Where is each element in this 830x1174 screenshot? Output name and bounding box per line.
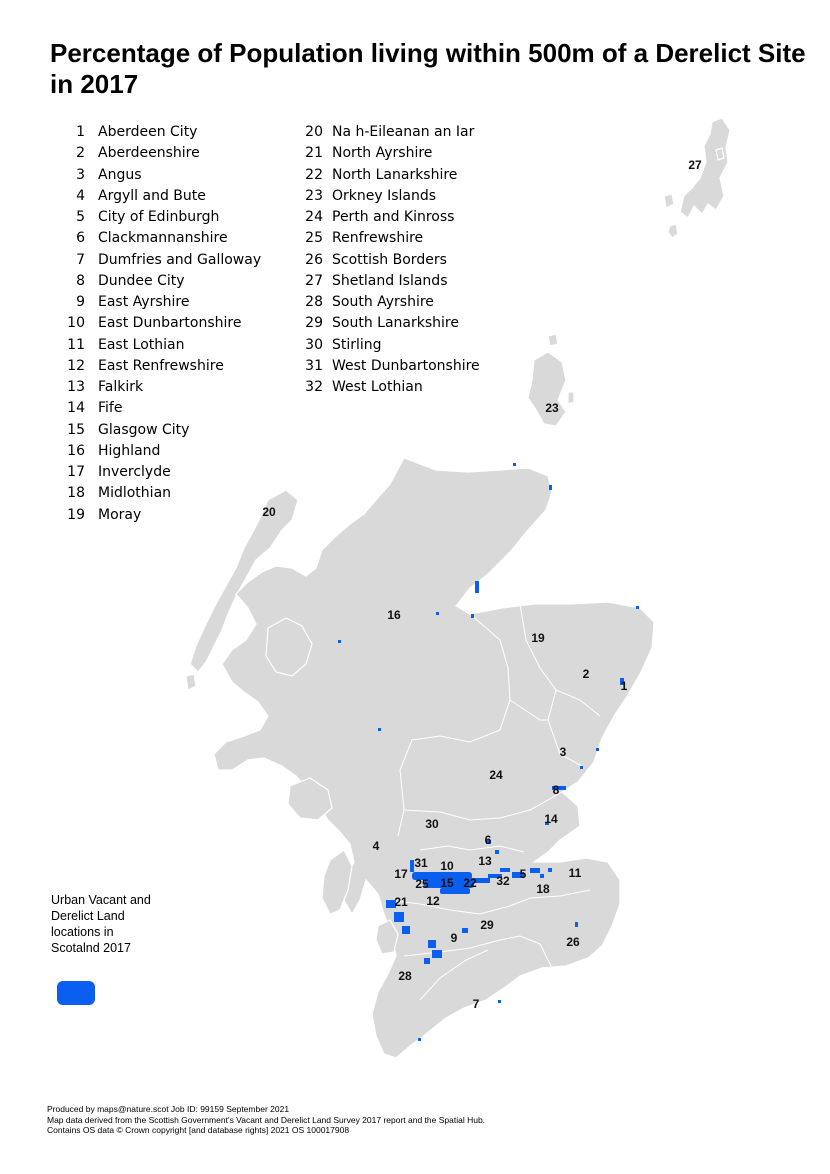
- map-label-28: 28: [398, 969, 412, 983]
- legend-item-name: Aberdeen City: [98, 124, 198, 140]
- legend-item-number: 1: [76, 124, 85, 140]
- legend-item-name: West Lothian: [332, 379, 423, 395]
- legend-item-number: 13: [67, 379, 85, 395]
- map-label-2: 2: [582, 667, 590, 681]
- legend-item-name: East Renfrewshire: [98, 357, 224, 374]
- map-label-5: 5: [519, 867, 527, 881]
- map-label-13: 13: [478, 854, 492, 868]
- map-label-23: 23: [545, 401, 559, 415]
- map-label-18: 18: [536, 882, 550, 896]
- legend-item-name: North Ayrshire: [332, 145, 433, 162]
- map-label-32: 32: [496, 874, 510, 888]
- legend-item-number: 15: [67, 421, 85, 438]
- legend-item-number: 30: [305, 336, 323, 353]
- map-label-9: 9: [450, 931, 458, 945]
- legend-item-number: 11: [67, 336, 85, 353]
- legend-item-name: Dundee City: [98, 272, 185, 289]
- legend-item-name: West Dunbartonshire: [332, 357, 480, 374]
- legend-item-name: Angus: [98, 166, 142, 183]
- legend-item-number: 4: [76, 187, 85, 204]
- legend-item-name: Scottish Borders: [332, 251, 447, 268]
- legend-item-number: 16: [67, 442, 85, 459]
- map-label-8: 8: [552, 783, 560, 797]
- legend-item-number: 23: [305, 187, 323, 204]
- legend-item-name: Highland: [98, 442, 161, 459]
- legend-item-number: 19: [67, 506, 85, 523]
- legend-item-name: Aberdeenshire: [98, 145, 200, 162]
- legend-item-name: Argyll and Bute: [98, 187, 206, 204]
- legend-item-number: 32: [305, 379, 323, 395]
- legend-item-number: 25: [305, 230, 323, 247]
- legend-item-number: 28: [305, 294, 323, 310]
- legend-item-number: 14: [67, 400, 85, 417]
- legend-item-number: 21: [305, 145, 323, 162]
- map-label-7: 7: [472, 997, 480, 1011]
- map-label-1: 1: [620, 679, 628, 693]
- legend-item-name: Perth and Kinross: [332, 209, 455, 225]
- legend-item-name: South Ayrshire: [332, 294, 434, 310]
- legend-item-number: 8: [76, 272, 85, 289]
- shetland-islands-shape: [664, 118, 730, 238]
- legend-item-name: East Dunbartonshire: [98, 315, 242, 332]
- legend-item-name: Na h-Eileanan an Iar: [332, 124, 475, 140]
- map-label-25: 25: [415, 877, 429, 891]
- legend-item-number: 3: [76, 166, 85, 183]
- map-label-30: 30: [425, 817, 439, 831]
- map-label-27: 27: [688, 158, 702, 172]
- legend-item-number: 31: [305, 357, 323, 374]
- legend-item-number: 17: [67, 464, 85, 480]
- map-label-15: 15: [440, 876, 454, 890]
- map-label-19: 19: [531, 631, 545, 645]
- key-swatch: [57, 981, 95, 1005]
- map-label-10: 10: [440, 859, 454, 873]
- map-label-22: 22: [463, 876, 477, 890]
- credit-line-copyright: Contains OS data © Crown copyright [and database rights] 2021 OS 100017908: [47, 1125, 350, 1136]
- key-label: Urban Vacant and Derelict Land locations in Scotalnd 2017: [51, 893, 151, 955]
- map-label-26: 26: [566, 935, 580, 949]
- legend-item-number: 26: [305, 251, 323, 268]
- map-label-12: 12: [426, 894, 440, 908]
- map-label-21: 21: [394, 895, 408, 909]
- map-label-24: 24: [489, 768, 503, 782]
- legend-item-name: Inverclyde: [98, 464, 171, 480]
- map-label-31: 31: [414, 856, 428, 870]
- map-label-17: 17: [394, 867, 408, 881]
- mainland-scotland-shape: [214, 458, 654, 1058]
- legend-item-name: Orkney Islands: [332, 187, 437, 204]
- map-label-29: 29: [480, 918, 494, 932]
- legend-item-number: 20: [305, 124, 323, 140]
- map-label-16: 16: [387, 608, 401, 622]
- map-label-3: 3: [559, 745, 567, 759]
- legend-item-name: Clackmannanshire: [98, 230, 228, 247]
- legend-item-number: 29: [305, 315, 323, 332]
- legend-item-name: North Lanarkshire: [332, 166, 458, 183]
- legend-item-name: Renfrewshire: [332, 230, 424, 247]
- map-label-20: 20: [262, 505, 276, 519]
- legend-item-name: East Lothian: [98, 336, 185, 353]
- legend-item-number: 27: [305, 272, 323, 289]
- map-label-11: 11: [568, 866, 582, 880]
- legend-item-name: East Ayrshire: [98, 294, 190, 310]
- legend-item-number: 7: [76, 251, 85, 268]
- legend-item-number: 5: [76, 209, 85, 225]
- map-credits: [47, 1104, 485, 1136]
- legend-item-number: 6: [76, 230, 85, 247]
- legend-item-number: 22: [305, 166, 323, 183]
- map-label-4: 4: [372, 839, 380, 853]
- legend-item-number: 18: [67, 485, 85, 502]
- legend-item-name: Moray: [98, 506, 142, 523]
- map-label-6: 6: [484, 833, 492, 847]
- legend-item-name: Midlothian: [98, 485, 172, 502]
- legend-item-number: 2: [76, 145, 85, 162]
- map-label-14: 14: [544, 812, 558, 826]
- legend-item-number: 9: [76, 294, 85, 310]
- legend-item-name: Fife: [98, 400, 123, 417]
- legend-item-number: 12: [67, 357, 85, 374]
- legend-item-name: Dumfries and Galloway: [98, 251, 262, 268]
- legend-item-number: 10: [67, 315, 85, 332]
- legend-item-name: Falkirk: [98, 379, 144, 395]
- legend-item-name: City of Edinburgh: [98, 209, 220, 225]
- legend-item-name: Shetland Islands: [332, 272, 448, 289]
- map-title: Percentage of Population living within 500m of a Derelict Site in 2017: [50, 38, 806, 99]
- legend-item-number: 24: [305, 209, 323, 225]
- credit-line-producer: Produced by maps@nature.scot Job ID: 99159 September 2021: [47, 1104, 290, 1114]
- legend-item-name: Stirling: [332, 336, 382, 353]
- legend-item-name: Glasgow City: [98, 421, 190, 438]
- credit-line-source: Map data derived from the Scottish Government's Vacant and Derelict Land Survey 2017 report and the Spatial Hub.: [47, 1114, 486, 1125]
- legend-item-name: South Lanarkshire: [332, 315, 459, 332]
